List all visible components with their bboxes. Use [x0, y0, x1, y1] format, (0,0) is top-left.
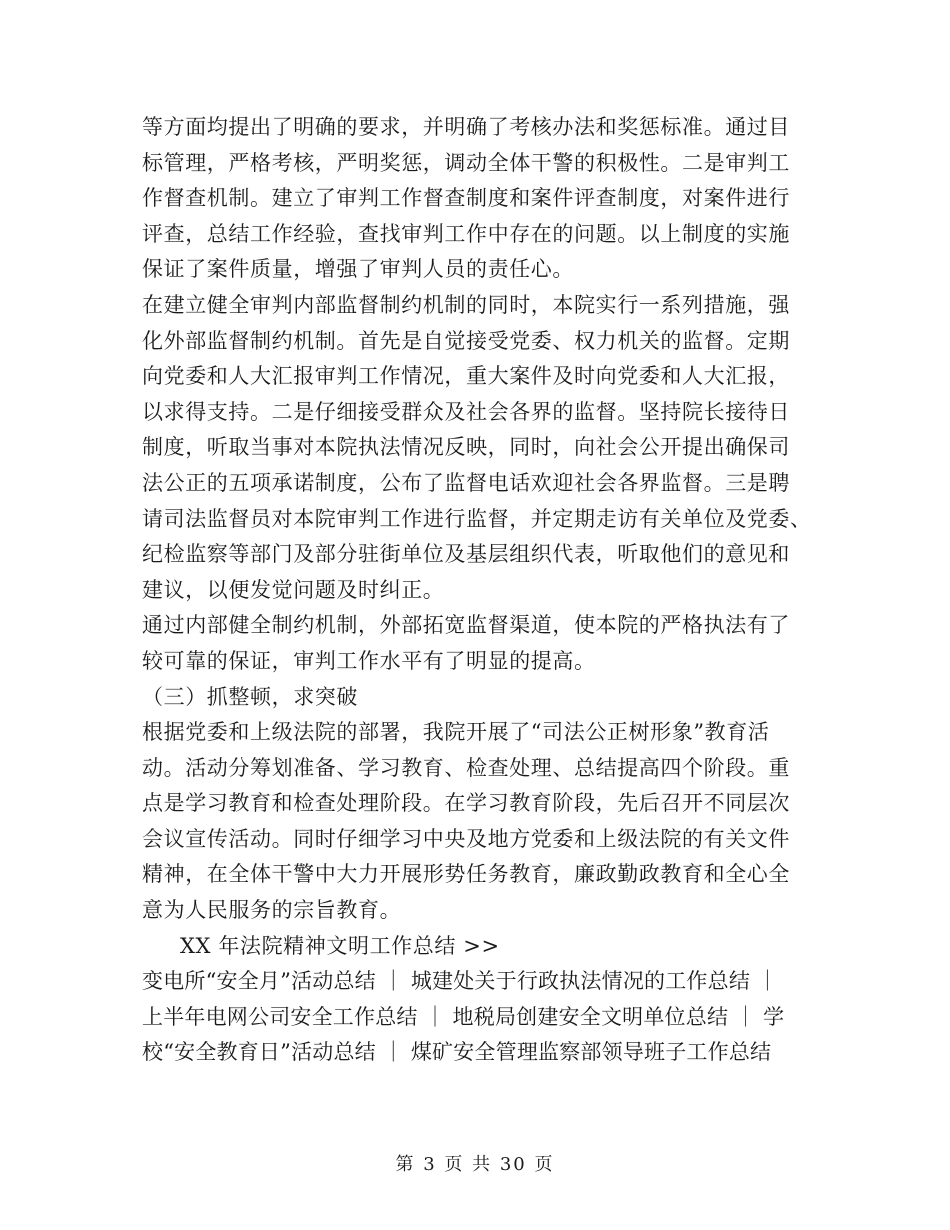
related-articles-line[interactable]: 校“安全教育日”活动总结 ｜ 煤矿安全管理监察部领导班子工作总结 [142, 1040, 772, 1065]
text-line: 会议宣传活动。同时仔细学习中央及地方党委和上级法院的有关文件 [142, 826, 790, 851]
text-line: 在建立健全审判内部监督制约机制的同时，本院实行一系列措施，强 [142, 292, 790, 317]
document-body [142, 110, 822, 1071]
text-line: 意为人民服务的宗旨教育。 [142, 898, 402, 923]
text-line: 制度，听取当事对本院执法情况反映，同时，向社会公开提出确保司 [142, 435, 790, 460]
text-line: 精神，在全体干警中大力开展形势任务教育，廉政勤政教育和全心全 [142, 862, 790, 887]
text-line: 以求得支持。二是仔细接受群众及社会各界的监督。坚持院长接待日 [142, 399, 790, 424]
body-text [142, 110, 822, 929]
text-line: 根据党委和上级法院的部署，我院开展了“司法公正树形象”教育活 [142, 720, 770, 745]
text-line: 作督查机制。建立了审判工作督查制度和案件评查制度，对案件进行 [142, 186, 790, 211]
text-line: 请司法监督员对本院审判工作进行监督，并定期走访有关单位及党委、 [142, 506, 812, 531]
text-line: 标管理，严格考核，严明奖惩，调动全体干警的积极性。二是审判工 [142, 150, 790, 175]
text-line: 较可靠的保证，审判工作水平有了明显的提高。 [142, 648, 596, 673]
text-line: 等方面均提出了明确的要求，并明确了考核办法和奖惩标准。通过目 [142, 115, 790, 139]
text-line: 化外部监督制约机制。首先是自觉接受党委、权力机关的监督。定期 [142, 328, 790, 353]
text-line: 法公正的五项承诺制度，公布了监督电话欢迎社会各界监督。三是聘 [142, 470, 790, 495]
related-articles-line[interactable]: 上半年电网公司安全工作总结 ｜ 地税局创建安全文明单位总结 ｜ 学 [142, 1004, 785, 1029]
text-line: 动。活动分筹划准备、学习教育、检查处理、总结提高四个阶段。重 [142, 755, 790, 780]
page-footer: 第 3 页 共 30 页 [395, 1154, 555, 1175]
text-line: 建议，以便发觉问题及时纠正。 [142, 577, 445, 602]
text-line: 纪检监察等部门及部分驻街单位及基层组织代表，听取他们的意见和 [142, 542, 790, 567]
text-line: 点是学习教育和检查处理阶段。在学习教育阶段，先后召开不同层次 [142, 791, 790, 816]
text-line: 向党委和人大汇报审判工作情况，重大案件及时向党委和人大汇报， [142, 364, 790, 389]
related-articles [142, 964, 822, 1071]
text-line: 保证了案件质量，增强了审判人员的责任心。 [142, 257, 574, 282]
text-line: 通过内部健全制约机制，外部拓宽监督渠道，使本院的严格执法有了 [142, 613, 790, 638]
text-line: 评查，总结工作经验，查找审判工作中存在的问题。以上制度的实施 [142, 221, 790, 246]
related-articles-line[interactable]: 变电所“安全月”活动总结 ｜ 城建处关于行政执法情况的工作总结 ｜ [142, 969, 779, 994]
text-line: （三）抓整顿，求突破 [142, 684, 358, 709]
next-article-link[interactable]: XX 年法院精神文明工作总结 >> [180, 933, 500, 958]
